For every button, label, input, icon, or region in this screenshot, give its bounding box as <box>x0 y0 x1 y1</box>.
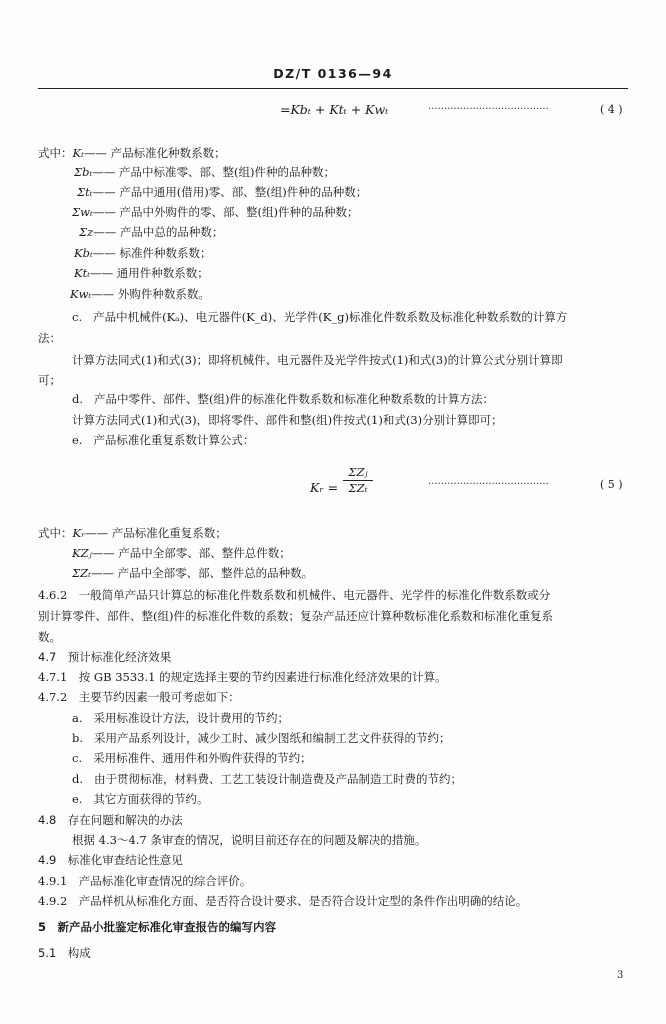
section-5-1-heading: 5.1 构成 <box>38 946 91 960</box>
legend-definition: —— 产品中外购件的零、部、整(组)件种的品种数； <box>92 205 359 219</box>
legend-row <box>72 546 291 560</box>
legend-row <box>38 146 226 160</box>
legend-definition: —— 产品中总的品种数； <box>93 225 224 239</box>
legend-symbol: Σz <box>79 225 94 239</box>
legend-symbol: KZⱼ <box>72 546 92 560</box>
list-item <box>72 731 451 745</box>
legend-definition: —— 通用件种数系数； <box>90 266 209 280</box>
legend-definition: —— 标准件种数系数； <box>92 246 212 260</box>
item-label: d. <box>72 392 84 406</box>
header-rule <box>38 88 628 89</box>
legend-lead: 式中： <box>38 526 73 540</box>
formula-4-number: ( 4 ) <box>600 103 623 116</box>
item-text: 产品中机械件(Kₐ)、电元器件(K_d)、光学件(K_g)标准化件数系数及标准化种数系数的计算方 <box>93 310 568 324</box>
legend-symbol: Kbₜ <box>74 246 93 260</box>
section-4-9-heading: 4.9 标准化审查结论性意见 <box>38 853 183 867</box>
legend-definition: —— 产品标准化重复系数； <box>85 526 227 540</box>
formula-5-lhs: Kᵣ = <box>310 480 339 495</box>
para-e-line-1 <box>72 433 254 447</box>
legend-definition: —— 产品中全部零、部、整件总件数； <box>91 546 291 560</box>
legend-definition: —— 产品中通用(借用)零、部、整(组)件种的品种数； <box>92 185 368 199</box>
para-c-line-2: 法： <box>38 331 61 345</box>
formula-5-denominator: ΣZₜ <box>348 481 368 495</box>
legend-lead: 式中： <box>38 146 73 160</box>
legend-symbol: Ktₜ <box>74 266 91 280</box>
legend-row <box>72 566 313 580</box>
section-4-8-heading: 4.8 存在问题和解决的办法 <box>38 813 183 827</box>
list-item <box>72 772 462 786</box>
item-label: e. <box>72 792 83 806</box>
item-label: c. <box>72 751 83 765</box>
formula-5-leader: ······································ <box>428 479 549 490</box>
list-item <box>72 711 289 725</box>
legend-symbol: Kₜ <box>72 146 84 160</box>
section-4-6-2-line-3: 数。 <box>38 630 61 644</box>
legend-row <box>72 205 358 219</box>
section-4-7-heading: 4.7 预计标准化经济效果 <box>38 650 172 664</box>
formula-5-fraction <box>343 466 373 495</box>
item-text: 产品中零件、部件、整(组)件的标准化件数系数和标准化种数系数的计算方法： <box>94 392 494 406</box>
legend-symbol: Kwₜ <box>70 287 92 301</box>
legend-row <box>38 526 227 540</box>
legend-row <box>79 225 223 239</box>
item-text: 其它方面获得的节约。 <box>93 792 209 806</box>
legend-row <box>74 165 335 179</box>
item-label: a. <box>72 711 83 725</box>
legend-row <box>74 266 209 280</box>
item-text: 采用标准件、通用件和外购件获得的节约； <box>93 751 312 765</box>
para-c-line-3: 计算方法同式(1)和式(3)；即将机械件、电元器件及光学件按式(1)和式(3)的计算公式分别计算即 <box>72 353 563 367</box>
legend-definition: —— 产品中标准零、部、整(组)件种的品种数； <box>92 165 335 179</box>
item-text: 采用产品系列设计，减少工时、减少图纸和编制工艺文件获得的节约； <box>94 731 451 745</box>
legend-row <box>77 185 367 199</box>
item-label: b. <box>72 731 84 745</box>
item-text: 由于贯彻标准，材料费、工艺工装设计制造费及产品制造工时费的节约； <box>94 772 462 786</box>
formula-5-number: ( 5 ) <box>600 478 623 491</box>
section-4-8-line: 根据 4.3～4.7 条审查的情况，说明目前还存在的问题及解决的措施。 <box>72 833 427 847</box>
legend-row <box>70 287 210 301</box>
legend-definition: —— 产品中全部零、部、整件总的品种数。 <box>90 566 314 580</box>
standard-header: DZ/T 0136—94 <box>273 66 393 81</box>
para-c-line-1 <box>72 310 567 324</box>
section-4-6-2-line-2: 别计算零件、部件、整(组)件的标准化件数的系数；复杂产品还应计算种数标准化系数和标准化重复系 <box>38 609 553 623</box>
section-4-7-2-heading: 4.7.2 主要节约因素一般可考虑如下： <box>38 690 240 704</box>
section-4-7-1-line: 4.7.1 按 GB 3533.1 的规定选择主要的节约因素进行标准化经济效果的计算。 <box>38 670 447 684</box>
legend-definition: —— 外购件种数系数。 <box>91 287 210 301</box>
legend-symbol: ΣZₜ <box>72 566 91 580</box>
section-5-heading: 5 新产品小批鉴定标准化审查报告的编写内容 <box>38 920 276 934</box>
formula-5-numerator: ΣZⱼ <box>348 465 368 479</box>
item-label: d. <box>72 772 84 786</box>
section-4-6-2-line-1: 4.6.2 一般简单产品只计算总的标准化件数系数和机械件、电元器件、光学件的标准化件数系数或分 <box>38 588 551 602</box>
para-c-line-4: 可； <box>38 373 61 387</box>
para-d-line-1 <box>72 392 494 406</box>
section-4-9-2-line: 4.9.2 产品样机从标准化方面、是否符合设计要求、是否符合设计定型的条件作出明确的结论。 <box>38 894 528 908</box>
formula-4: =Kbₜ + Ktₜ + Kwₜ <box>280 102 389 117</box>
legend-symbol: Kᵣ <box>72 526 86 540</box>
page-number: 3 <box>617 970 624 981</box>
formula-4-leader: ······································ <box>428 104 549 115</box>
legend-symbol: Σbₜ <box>74 165 93 179</box>
item-label: e. <box>72 433 83 447</box>
list-item <box>72 792 208 806</box>
legend-definition: —— 产品标准化种数系数； <box>83 146 226 160</box>
item-text: 产品标准化重复系数计算公式： <box>93 433 255 447</box>
list-item <box>72 751 312 765</box>
item-text: 采用标准设计方法，设计费用的节约； <box>93 711 289 725</box>
item-label: c. <box>72 310 83 324</box>
section-4-9-1-line: 4.9.1 产品标准化审查情况的综合评价。 <box>38 874 252 888</box>
legend-symbol: Σtₜ <box>77 185 93 199</box>
legend-row <box>74 246 211 260</box>
legend-symbol: Σwₜ <box>72 205 93 219</box>
para-d-line-2: 计算方法同式(1)和式(3)，即将零件、部件和整(组)件按式(1)和式(3)分别计算即可； <box>72 413 503 427</box>
